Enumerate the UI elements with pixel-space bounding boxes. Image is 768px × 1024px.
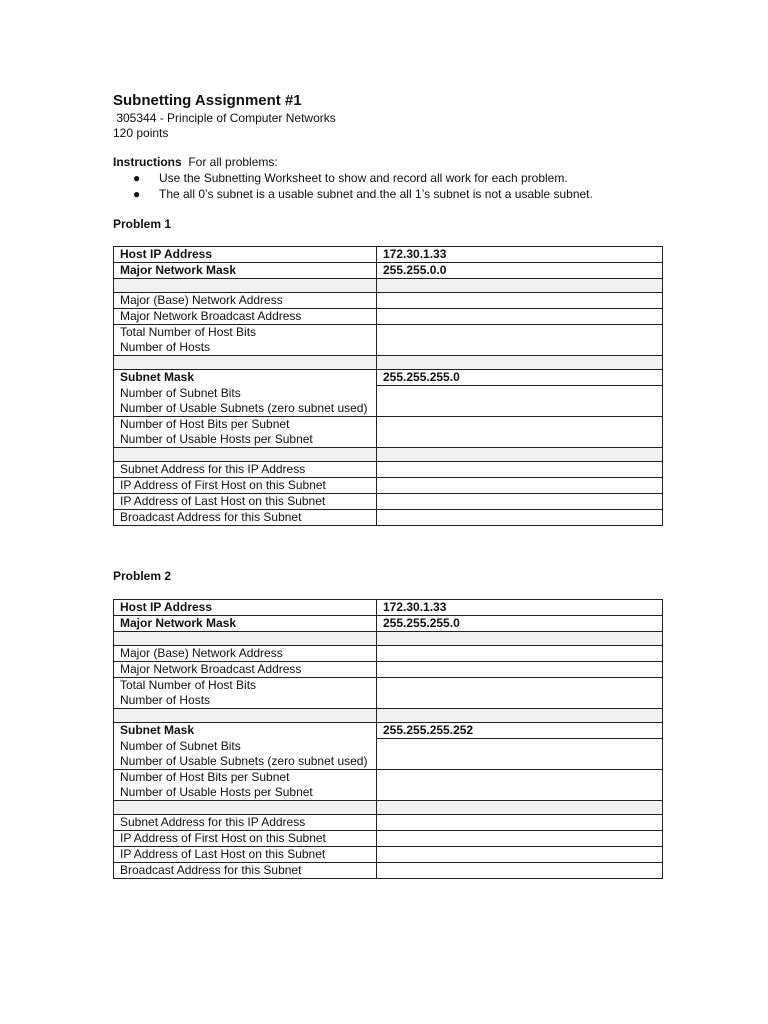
host-ip-label: Host IP Address (114, 600, 377, 616)
table-row (114, 263, 663, 279)
host-bits-per-subnet-label: Number of Host Bits per Subnet (114, 416, 377, 432)
subnet-mask-value: 255.255.255.252 (377, 723, 663, 739)
table-row (114, 370, 663, 386)
first-host-answer[interactable] (377, 830, 663, 846)
first-host-label: IP Address of First Host on this Subnet (114, 830, 377, 846)
number-of-hosts-label: Number of Hosts (114, 340, 377, 356)
table-row (114, 862, 663, 878)
table-row (114, 509, 663, 525)
broadcast-address-label: Major Network Broadcast Address (114, 309, 377, 325)
spacer-row (114, 356, 663, 370)
table-row (114, 493, 663, 509)
usable-hosts-per-subnet-label: Number of Usable Hosts per Subnet (114, 432, 377, 448)
table-row (114, 325, 663, 341)
spacer-row (114, 632, 663, 646)
table-row (114, 477, 663, 493)
problem-1-table (113, 246, 663, 526)
host-ip-value: 172.30.1.33 (377, 600, 663, 616)
host-bits-per-subnet-answer[interactable] (377, 416, 663, 447)
base-address-label: Major (Base) Network Address (114, 646, 377, 662)
table-row (114, 386, 663, 401)
table-row (114, 830, 663, 846)
instructions-text: For all problems: (188, 155, 278, 169)
spacer-row (114, 709, 663, 723)
major-mask-value: 255.255.0.0 (377, 263, 663, 279)
total-host-bits-answer[interactable] (377, 678, 663, 709)
subnet-broadcast-answer[interactable] (377, 862, 663, 878)
last-host-answer[interactable] (377, 493, 663, 509)
base-address-label: Major (Base) Network Address (114, 293, 377, 309)
broadcast-address-label: Major Network Broadcast Address (114, 662, 377, 678)
usable-subnets-label: Number of Usable Subnets (zero subnet used) (114, 401, 377, 417)
instructions-label: Instructions (113, 155, 182, 169)
subnet-bits-answer[interactable] (377, 386, 663, 417)
subnet-address-label: Subnet Address for this IP Address (114, 461, 377, 477)
table-row (114, 678, 663, 694)
broadcast-address-answer[interactable] (377, 309, 663, 325)
list-item (113, 170, 593, 186)
table-row (114, 416, 663, 432)
last-host-label: IP Address of Last Host on this Subnet (114, 493, 377, 509)
total-host-bits-label: Total Number of Host Bits (114, 325, 377, 341)
table-row (114, 662, 663, 678)
table-row (114, 846, 663, 862)
spacer-row (114, 447, 663, 461)
page-title: Subnetting Assignment #1 (113, 92, 302, 109)
problem-2-title: Problem 2 (113, 569, 172, 583)
major-mask-value: 255.255.255.0 (377, 616, 663, 632)
table-row (114, 247, 663, 263)
last-host-label: IP Address of Last Host on this Subnet (114, 846, 377, 862)
last-host-answer[interactable] (377, 846, 663, 862)
base-address-answer[interactable] (377, 293, 663, 309)
bullet-icon: ● (133, 187, 141, 201)
host-ip-label: Host IP Address (114, 247, 377, 263)
subnet-address-label: Subnet Address for this IP Address (114, 814, 377, 830)
problem-2-table (113, 599, 663, 879)
bullet-icon: ● (133, 171, 141, 185)
usable-subnets-label: Number of Usable Subnets (zero subnet used) (114, 754, 377, 770)
total-host-bits-answer[interactable] (377, 325, 663, 356)
subnet-broadcast-label: Broadcast Address for this Subnet (114, 509, 377, 525)
table-row (114, 616, 663, 632)
first-host-label: IP Address of First Host on this Subnet (114, 477, 377, 493)
course-name: 305344 - Principle of Computer Networks (113, 111, 336, 125)
base-address-answer[interactable] (377, 646, 663, 662)
table-row (114, 600, 663, 616)
broadcast-address-answer[interactable] (377, 662, 663, 678)
list-item (113, 186, 593, 202)
subnet-mask-label: Subnet Mask (114, 723, 377, 739)
subnet-bits-label: Number of Subnet Bits (114, 739, 377, 754)
host-bits-per-subnet-answer[interactable] (377, 769, 663, 800)
table-row (114, 769, 663, 785)
table-row (114, 814, 663, 830)
problem-1-title: Problem 1 (113, 217, 172, 231)
first-host-answer[interactable] (377, 477, 663, 493)
table-row (114, 723, 663, 739)
host-bits-per-subnet-label: Number of Host Bits per Subnet (114, 769, 377, 785)
subnet-mask-value: 255.255.255.0 (377, 370, 663, 386)
table-row (114, 646, 663, 662)
major-mask-label: Major Network Mask (114, 616, 377, 632)
host-ip-value: 172.30.1.33 (377, 247, 663, 263)
subnet-broadcast-answer[interactable] (377, 509, 663, 525)
subnet-address-answer[interactable] (377, 814, 663, 830)
bullet-text: Use the Subnetting Worksheet to show and record all work for each problem. (159, 171, 568, 185)
table-row (114, 293, 663, 309)
subnet-bits-label: Number of Subnet Bits (114, 386, 377, 401)
bullet-text: The all 0’s subnet is a usable subnet and the all 1’s subnet is not a usable subnet. (159, 187, 593, 201)
subnet-address-answer[interactable] (377, 461, 663, 477)
spacer-row (114, 800, 663, 814)
instructions-line (113, 155, 278, 169)
subnet-bits-answer[interactable] (377, 739, 663, 770)
usable-hosts-per-subnet-label: Number of Usable Hosts per Subnet (114, 785, 377, 801)
table-row (114, 461, 663, 477)
subnet-mask-label: Subnet Mask (114, 370, 377, 386)
instructions-list (113, 170, 593, 202)
table-row (114, 309, 663, 325)
number-of-hosts-label: Number of Hosts (114, 693, 377, 709)
spacer-row (114, 279, 663, 293)
total-host-bits-label: Total Number of Host Bits (114, 678, 377, 694)
subnet-broadcast-label: Broadcast Address for this Subnet (114, 862, 377, 878)
points-total: 120 points (113, 126, 169, 140)
major-mask-label: Major Network Mask (114, 263, 377, 279)
table-row (114, 739, 663, 754)
